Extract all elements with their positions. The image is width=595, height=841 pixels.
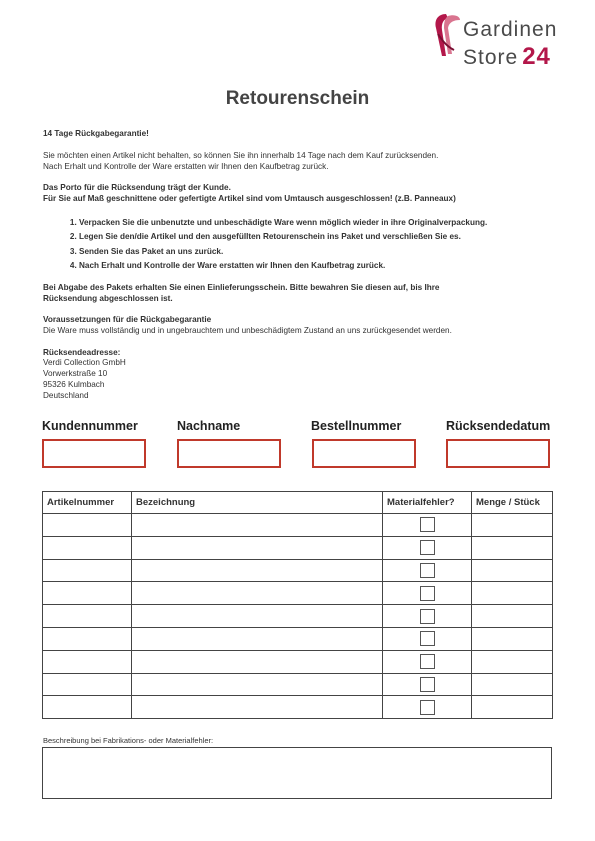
article-number-cell[interactable] [43,650,132,673]
quantity-cell[interactable] [472,514,553,537]
material-defect-checkbox[interactable] [420,631,435,646]
description-cell[interactable] [132,582,383,605]
address-line: Verdi Collection GmbH [43,358,126,367]
table-header-row [43,492,553,514]
column-header-quantity: Menge / Stück [472,492,553,514]
intro-line-1: Sie möchten einen Artikel nicht behalten, so können Sie ihn innerhalb 14 Tage nach dem Kauf zurücksenden. [43,151,439,160]
table-row [43,559,553,582]
material-defect-cell[interactable] [383,605,472,628]
order-number-field[interactable] [312,439,416,468]
table-row [43,536,553,559]
guarantee-heading: 14 Tage Rückgabegarantie! [43,129,149,138]
logo-text-store [463,43,551,71]
receipt-note-1: Bei Abgabe des Pakets erhalten Sie einen Einlieferungsschein. Bitte bewahren Sie diesen auf, bis Ihre [43,283,440,292]
material-defect-cell[interactable] [383,627,472,650]
step-item: 3. Senden Sie das Paket an uns zurück. [79,245,487,259]
porto-line-1: Das Porto für die Rücksendung trägt der Kunde. [43,183,231,192]
article-number-cell[interactable] [43,536,132,559]
material-defect-checkbox[interactable] [420,517,435,532]
last-name-label: Nachname [177,419,241,433]
table-body [43,514,553,719]
conditions-heading: Voraussetzungen für die Rückgabegarantie [43,315,212,324]
material-defect-cell[interactable] [383,696,472,719]
table-row [43,650,553,673]
material-defect-checkbox[interactable] [420,654,435,669]
return-date-field[interactable] [446,439,550,468]
address-line: 95326 Kulmbach [43,380,105,389]
material-defect-cell[interactable] [383,559,472,582]
article-number-cell[interactable] [43,582,132,605]
porto-line-2: Für Sie auf Maß geschnittene oder gefertigte Artikel sind vom Umtausch ausgeschlossen! (z.B. Panneaux) [43,194,456,203]
description-cell[interactable] [132,514,383,537]
curtain-logo-icon [432,10,462,62]
description-cell[interactable] [132,650,383,673]
step-item: 2. Legen Sie den/die Artikel und den ausgefüllten Retourenschein ins Paket und verschließen Sie es. [79,230,487,244]
description-cell[interactable] [132,627,383,650]
address-heading: Rücksendeadresse: [43,348,121,357]
material-defect-checkbox[interactable] [420,563,435,578]
address-line: Vorwerkstraße 10 [43,369,108,378]
table-row [43,582,553,605]
table-row [43,673,553,696]
material-defect-checkbox[interactable] [420,540,435,555]
quantity-cell[interactable] [472,559,553,582]
material-defect-cell[interactable] [383,650,472,673]
customer-number-label: Kundennummer [42,419,138,433]
quantity-cell[interactable] [472,673,553,696]
receipt-note-2: Rücksendung abgeschlossen ist. [43,294,173,303]
logo-text-gardinen: Gardinen [463,18,558,41]
article-number-cell[interactable] [43,605,132,628]
article-number-cell[interactable] [43,696,132,719]
order-number-label: Bestellnummer [311,419,402,433]
last-name-field[interactable] [177,439,281,468]
article-number-cell[interactable] [43,673,132,696]
intro-line-2: Nach Erhalt und Kontrolle der Ware erstatten wir Ihnen den Kaufbetrag zurück. [43,162,329,171]
description-cell[interactable] [132,559,383,582]
column-header-description: Bezeichnung [132,492,383,514]
article-number-cell[interactable] [43,627,132,650]
items-table [42,491,553,719]
description-cell[interactable] [132,536,383,559]
quantity-cell[interactable] [472,536,553,559]
logo-number: 24 [522,43,551,70]
customer-number-field[interactable] [42,439,146,468]
material-defect-cell[interactable] [383,536,472,559]
step-item: 4. Nach Erhalt und Kontrolle der Ware erstatten wir Ihnen den Kaufbetrag zurück. [79,259,487,273]
article-number-cell[interactable] [43,559,132,582]
step-item: 1. Verpacken Sie die unbenutzte und unbeschädigte Ware wenn möglich wieder in ihre Originalverpackung. [79,216,487,230]
steps-list [43,216,487,273]
table-row [43,605,553,628]
description-cell[interactable] [132,673,383,696]
material-defect-cell[interactable] [383,673,472,696]
description-cell[interactable] [132,605,383,628]
table-row [43,627,553,650]
column-header-material-defect: Materialfehler? [383,492,472,514]
return-date-label: Rücksendedatum [446,419,551,433]
quantity-cell[interactable] [472,650,553,673]
material-defect-cell[interactable] [383,582,472,605]
article-number-cell[interactable] [43,514,132,537]
logo [432,10,582,70]
material-defect-checkbox[interactable] [420,586,435,601]
description-cell[interactable] [132,696,383,719]
logo-text-store-word: Store [463,46,519,69]
material-defect-cell[interactable] [383,514,472,537]
material-defect-checkbox[interactable] [420,609,435,624]
conditions-text: Die Ware muss vollständig und in ungebrauchtem und unbeschädigtem Zustand an uns zurückgesendet werden. [43,326,452,335]
material-defect-checkbox[interactable] [420,677,435,692]
quantity-cell[interactable] [472,696,553,719]
page-title: Retourenschein [225,88,370,109]
defect-description-label: Beschreibung bei Fabrikations- oder Materialfehler: [43,736,214,745]
defect-description-field[interactable] [42,747,552,799]
quantity-cell[interactable] [472,627,553,650]
table-row [43,514,553,537]
quantity-cell[interactable] [472,605,553,628]
address-line: Deutschland [43,391,89,400]
material-defect-checkbox[interactable] [420,700,435,715]
column-header-article-number: Artikelnummer [43,492,132,514]
table-row [43,696,553,719]
quantity-cell[interactable] [472,582,553,605]
